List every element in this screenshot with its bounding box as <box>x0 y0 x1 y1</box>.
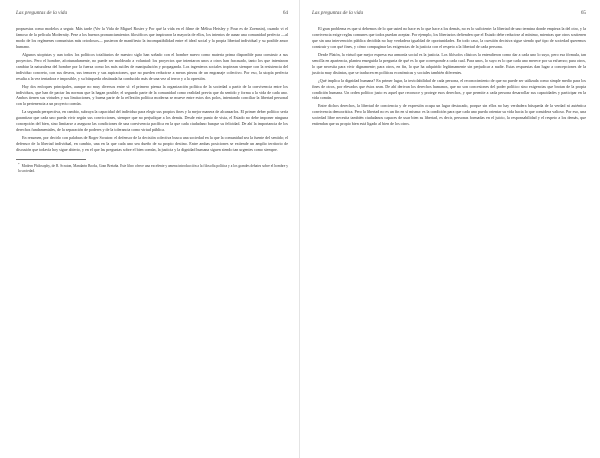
running-head: Las preguntas de la vida <box>16 10 68 16</box>
paragraph: ¿Qué implica la dignidad humana? En primer lugar, la inviolabilidad de cada persona, el reconocimiento de que no puede ser utilizada como simple medio para los fines de otros, por elevados que éstos sean. De ahí derivan los derechos humanos, que no son concesiones del poder político sino exigencias que brotan de la propia condición humana. Un orden político justo es aquel que reconoce y protege esos derechos, y que permite a cada persona desarrollar sus capacidades y participar en la vida común. <box>312 77 586 101</box>
right-page-header <box>312 10 586 18</box>
paragraph: Hay dos enfoques principales, aunque no muy diversos entre sí: el primero piensa la organización política de la sociedad a partir de la convivencia entre los individuos, que han de pactar las normas que la hagan posible; el segundo parte de la comunidad como realidad previa que da sentido y forma a la vida de cada uno. Ambos tienen sus virtudes y sus limitaciones, y buena parte de la reflexión política moderna se mueve entre estos dos polos, intentando conciliar la libertad personal con la pertenencia a un proyecto común. <box>16 83 288 107</box>
right-page-body <box>312 26 586 127</box>
footnote-mark: * <box>18 162 20 167</box>
paragraph: Desde Platón, la virtud que mejor expresa esa armonía social es la justicia. Los filósofos clásicos la entendieron como dar a cada uno lo suyo, pero esa fórmula, tan sencilla en apariencia, plantea enseguida la pregunta de qué es lo que corresponde a cada cual. Para unos, lo suyo es lo que cada uno merece por su esfuerzo; para otros, lo que necesita para vivir dignamente; para otros, en fin, lo que ha adquirido legítimamente sin perjudicar a nadie. Estas respuestas dan lugar a concepciones de la justicia muy distintas, que se traducen en políticas económicas y sociales también diferentes. <box>312 51 586 75</box>
page-number: 64 <box>282 10 288 16</box>
footnote <box>16 162 288 174</box>
paragraph: La segunda perspectiva, en cambio, subraya la capacidad del individuo para elegir sus propios fines y la mejor manera de alcanzarlos. El primer deber político sería garantizar que cada uno pueda vivir según sus convicciones, siempre que no perjudique a los demás. Desde este punto de vista, el Estado no debe imponer ninguna concepción del bien, sino limitarse a asegurar las condiciones de una convivencia pacífica en la que cada ciudadano busque su felicidad. De ahí la importancia de los derechos fundamentales, de la separación de poderes y de la tolerancia como virtud pública. <box>16 109 288 133</box>
paragraph: Entre dichos derechos, la libertad de conciencia y de expresión ocupa un lugar destacado, porque sin ellos no hay verdadera búsqueda de la verdad ni auténtica convivencia democrática. Pero la libertad no es un fin en sí misma: es la condición para que cada uno pueda orientar su vida hacia lo que considera valioso. Por eso, una sociedad libre necesita también ciudadanos capaces de usar bien su libertad, es decir, personas formadas en el juicio, la responsabilidad y el respeto a los demás, que entiendan que su propio bien está ligado al bien de los otros. <box>312 103 586 127</box>
paragraph: Algunos utopistas y aun todos los políticos totalitarios de nuestro siglo han soñado con el hombre nuevo como materia prima disponible para construir a sus proyectos. Pero el hombre, afortunadamente, no puede ser moldeado a voluntad: los proyectos que intentaron unos a otros han fracasado, tanto los que intentaron cambiar la naturaleza del hombre por la fuerza como los más sutiles de manipulación y propaganda. Los ingenieros sociales tropiezan siempre con la resistencia del individuo concreto, con sus deseos, sus temores y sus aspiraciones, que no pueden reducirse a meras piezas de un engranaje colectivo. Por eso, la utopía perfecta resulta a la vez tentadora e imposible, y su búsqueda obstinada ha conducido más de una vez al terror y a la opresión. <box>16 51 288 81</box>
left-page-header <box>16 10 288 18</box>
paragraph: En resumen, por decirlo con palabras de Roger Scruton: el defensor de la decisión colectiva busca una sociedad en la que la comunidad sea la fuente del sentido; el defensor de la libertad individual, en cambio, una en la que cada uno sea dueño de su propio destino. Entre ambas posiciones se extiende un amplio territorio de discusión que todavía hoy sigue abierto, y en el que las preguntas sobre el bien común, la justicia y la dignidad humana siguen siendo tan urgentes como siempre. <box>16 135 288 153</box>
page-number: 65 <box>580 10 586 16</box>
paragraph: propuestas como modelos a seguir. Más tarde (Ver la Vida de Miguel Rosier y Por qué la vida en el filme de Mélisa Heisley y Pour es de Zoemsin), cuando vi el famoso de la película Modernity. Pese a los buenos pronunciamientos filosóficos que inspiraron la mayoría de ellos, los intentos de aunar una comunidad perfecta —al modo de los regímenes comunistas más ortodoxos— pusieron de manifiesto la incompatibilidad entre el ideal social y la propia libertad individual y su posible amor humano. <box>16 26 288 49</box>
footnote-text: Modern Philosophy, de R. Scruton, Mandarin Books, Gran Bretaña. Este libro ofrece una excelente y amena introducción a la filosofía política y a los grandes debates sobre el hombre y la sociedad. <box>18 164 288 174</box>
paragraph: El gran problema es que si debemos de lo que usted no hace es lo que hace a los demás, no es lo suficiente: la libertad de uno termina donde empieza la del otro, y la convivencia exige reglas comunes que todos puedan aceptar. Por ejemplo, los libertarios defienden que el Estado debe reducirse al mínimo, mientras que otros sostienen que sin una intervención pública decidida no hay verdadera igualdad de oportunidades. En todo caso, la cuestión decisiva sigue siendo qué tipo de sociedad queremos construir y con qué fines, y cómo compaginar las exigencias de la justicia con el respeto a la libertad de cada persona. <box>312 26 586 49</box>
footnote-divider <box>16 159 86 160</box>
right-page <box>300 0 600 458</box>
running-head: Las preguntas de la vida <box>312 10 364 16</box>
left-page-body <box>16 26 288 153</box>
